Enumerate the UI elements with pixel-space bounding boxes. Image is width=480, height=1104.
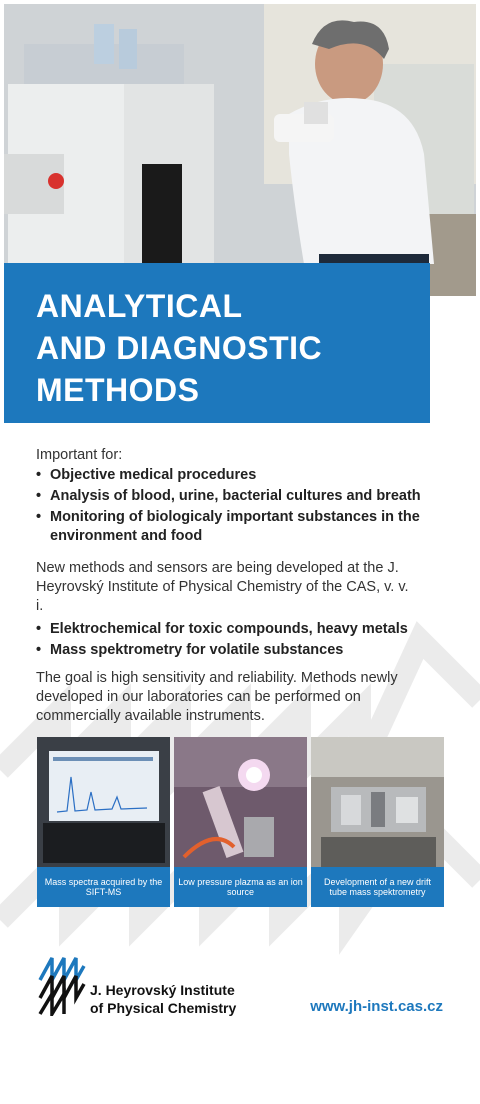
- institute-name-line-2: of Physical Chemistry: [90, 1000, 237, 1016]
- photo-caption: Low pressure plazma as an ion source: [178, 876, 303, 897]
- list-item: • Objective medical procedures: [36, 466, 456, 485]
- photo-caption: Development of a new drift tube mass spektrometry: [323, 876, 432, 897]
- heyrovsky-logo-icon: [38, 950, 88, 1016]
- hero-photo: [4, 4, 476, 296]
- laptop-photo-icon: [37, 737, 170, 867]
- list-item: • Elektrochemical for toxic compounds, heavy metals: [36, 620, 456, 639]
- list-item: • Analysis of blood, urine, bacterial cultures and breath: [36, 487, 456, 506]
- website-link[interactable]: www.jh-inst.cas.cz: [310, 998, 443, 1015]
- laboratory-photo-icon: [4, 4, 476, 296]
- plasma-photo-icon: [174, 737, 307, 867]
- methods-list: [36, 620, 456, 662]
- photo-tile-plasma: [174, 737, 307, 907]
- goal-paragraph: The goal is high sensitivity and reliability. Methods newly developed in our laboratories can be performed on commercially available instruments.: [36, 670, 398, 724]
- list-item: • Mass spektrometry for volatile substances: [36, 641, 456, 660]
- photo-tile-drift-tube: [311, 737, 444, 907]
- development-paragraph: New methods and sensors are being developed at the J. Heyrovský Institute of Physical Chemistry of the CAS, v. v. i.: [36, 560, 409, 614]
- photo-tile-sift-ms: [37, 737, 170, 907]
- photo-caption: Mass spectra acquired by the SIFT-MS: [44, 876, 163, 897]
- title-line-1: ANALYTICAL: [36, 288, 243, 324]
- list-item: • Monitoring of biologicaly important substances in the environment and food: [36, 508, 456, 546]
- title-line-3: METHODS: [36, 372, 200, 408]
- instrument-photo-icon: [311, 737, 444, 867]
- institute-name-line-1: J. Heyrovský Institute: [90, 982, 235, 998]
- title-line-2: AND DIAGNOSTIC: [36, 330, 323, 366]
- importance-list: [36, 466, 456, 548]
- intro-text: Important for:: [36, 447, 123, 463]
